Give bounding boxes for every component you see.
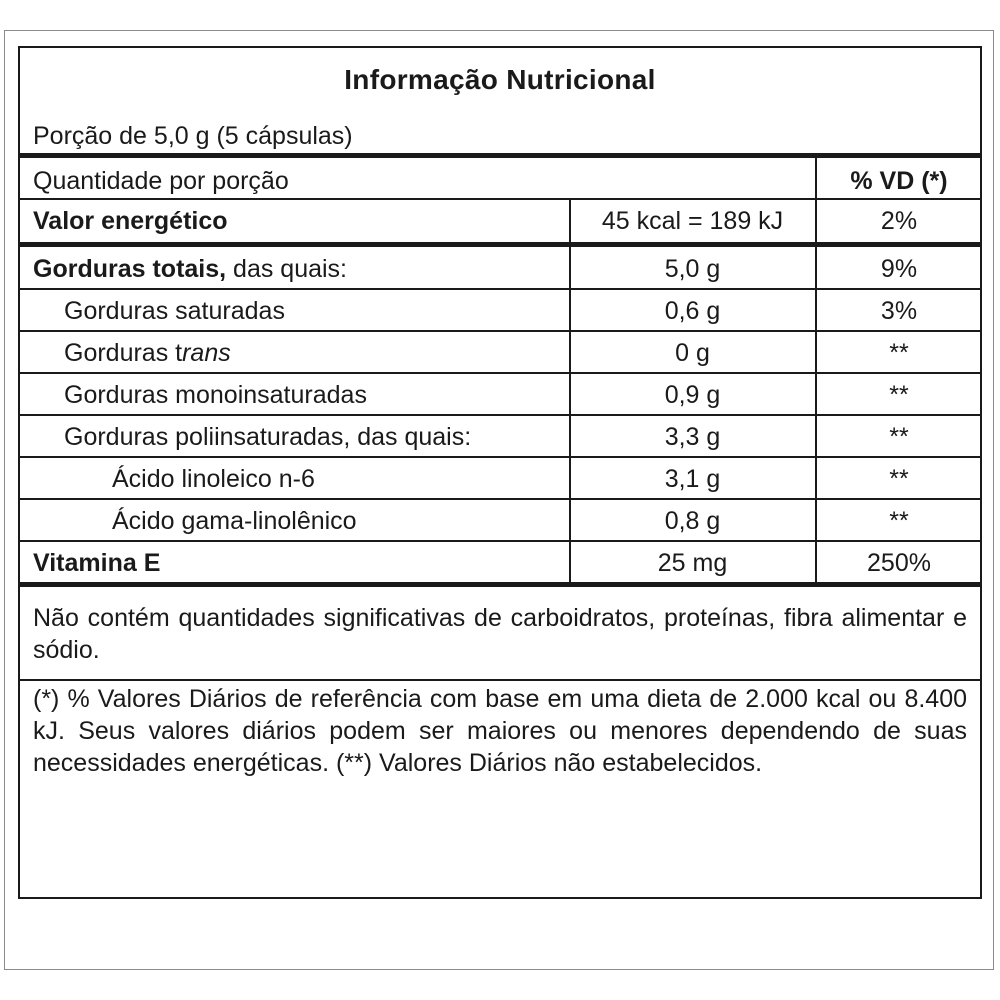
total-fat-label xyxy=(33,254,347,284)
vitamin-e-value: 25 mg xyxy=(657,549,728,577)
trans-fat-label-italic: rans xyxy=(182,339,231,367)
poly-fat-label: Gorduras poliinsaturadas, das quais: xyxy=(64,423,472,451)
serving-size: Porção de 5,0 g (5 cápsulas) xyxy=(33,122,353,150)
gamma-linolenic-acid-vd: ** xyxy=(889,507,909,535)
linoleic-acid-value: 3,1 g xyxy=(664,465,721,493)
gamma-linolenic-acid-label: Ácido gama-linolênico xyxy=(112,507,357,535)
saturated-fat-vd: 3% xyxy=(880,297,918,325)
linoleic-acid-label: Ácido linoleico n-6 xyxy=(112,465,315,493)
total-fat-vd: 9% xyxy=(880,255,918,283)
saturated-fat-label: Gorduras saturadas xyxy=(64,297,285,325)
saturated-fat-value: 0,6 g xyxy=(664,297,721,325)
energy-label: Valor energético xyxy=(33,207,228,235)
thick-rule-energy xyxy=(18,242,982,247)
mono-fat-label: Gorduras monoinsaturadas xyxy=(64,381,367,409)
linoleic-acid-vd: ** xyxy=(889,465,909,493)
total-fat-value: 5,0 g xyxy=(664,255,721,283)
total-fat-label-bold: Gorduras totais, xyxy=(33,255,227,283)
rule xyxy=(18,288,982,290)
rule xyxy=(18,540,982,542)
poly-fat-vd: ** xyxy=(889,423,909,451)
total-fat-label-rest: das quais: xyxy=(226,255,348,283)
trans-fat-label xyxy=(64,338,231,368)
trans-fat-vd: ** xyxy=(889,339,909,367)
rule xyxy=(18,456,982,458)
trans-fat-label-prefix: Gorduras t xyxy=(64,339,183,367)
insignificant-amounts-note xyxy=(33,602,967,666)
rule xyxy=(18,198,982,200)
rule xyxy=(18,498,982,500)
trans-fat-value: 0 g xyxy=(675,339,710,367)
energy-vd: 2% xyxy=(880,207,918,235)
vitamin-e-label: Vitamina E xyxy=(33,549,161,577)
rule xyxy=(18,679,982,681)
daily-values-footnote xyxy=(33,683,967,779)
insignificant-amounts-text: Não contém quantidades significativas de carboidratos, proteínas, fibra alimentar e sódio. xyxy=(33,604,967,664)
poly-fat-value: 3,3 g xyxy=(664,423,721,451)
rule xyxy=(18,414,982,416)
vitamin-e-vd: 250% xyxy=(867,549,931,577)
gamma-linolenic-acid-value: 0,8 g xyxy=(664,507,721,535)
thick-rule-top xyxy=(18,153,982,158)
daily-values-footnote-text: (*) % Valores Diários de referência com base em uma dieta de 2.000 kcal ou 8.400 kJ. Seus valores diários podem ser maiores ou menores dependendo de suas necessidades energéticas. (**) Valores Diários não estabelecidos. xyxy=(33,685,967,777)
panel-title: Informação Nutricional xyxy=(344,64,656,95)
mono-fat-value: 0,9 g xyxy=(664,381,721,409)
rule xyxy=(18,330,982,332)
vd-header: % VD (*) xyxy=(850,167,948,195)
mono-fat-vd: ** xyxy=(889,381,909,409)
rule xyxy=(18,372,982,374)
quantity-per-serving-label: Quantidade por porção xyxy=(33,167,289,195)
thick-rule-bottom xyxy=(18,582,982,587)
energy-value: 45 kcal = 189 kJ xyxy=(601,207,784,235)
